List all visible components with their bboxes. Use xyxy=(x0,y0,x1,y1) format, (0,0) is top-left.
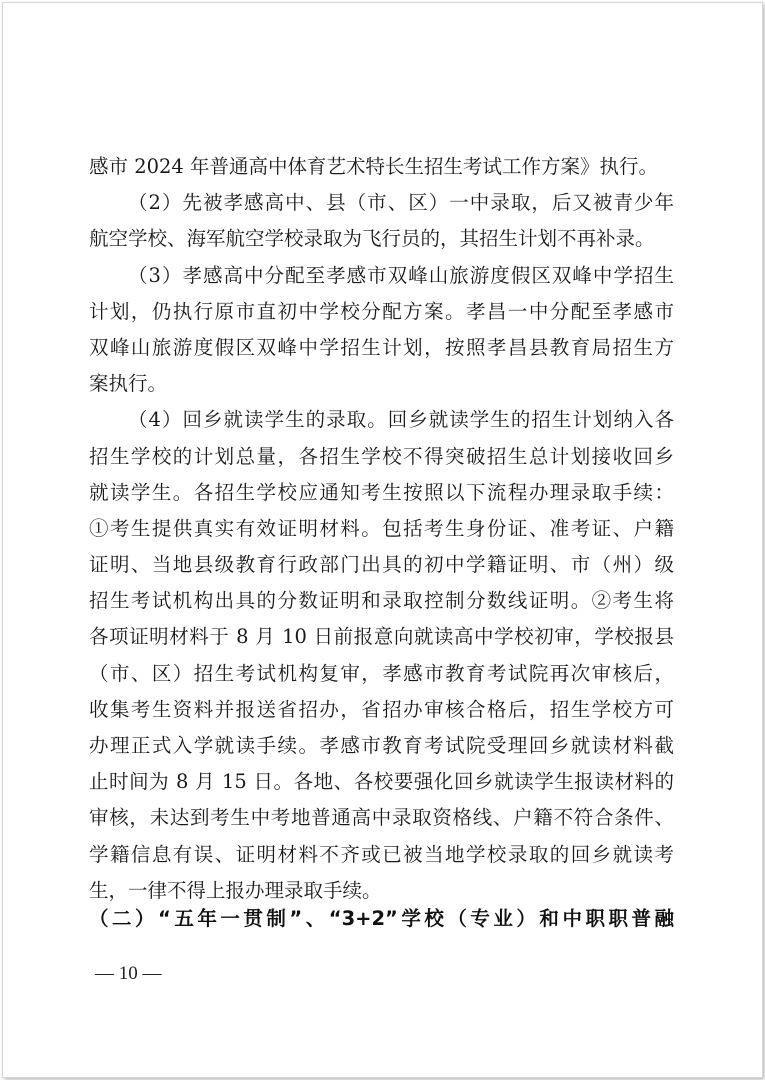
page-number: — 10 — xyxy=(95,963,162,984)
text-line: 计划，仍执行原市直初中学校分配方案。孝昌一中分配至孝感市 xyxy=(89,299,674,323)
text-line: 办理正式入学就读手续。孝感市教育考试院受理回乡就读材料截 xyxy=(89,734,674,757)
text-line: ①考生提供真实有效证明材料。包括考生身份证、准考证、户籍 xyxy=(89,516,674,540)
text-line: 各项证明材料于 8 月 10 日前报意向就读高中学校初审，学校报县 xyxy=(89,625,674,649)
text-line: （4）回乡就读学生的录取。回乡就读学生的招生计划纳入各 xyxy=(128,408,674,432)
text-line: （2）先被孝感高中、县（市、区）一中录取，后又被青少年 xyxy=(128,191,674,215)
body-text xyxy=(89,149,674,909)
text-line: （市、区）招生考试机构复审，孝感市教育考试院再次审核后， xyxy=(89,661,674,685)
text-line: 证明、当地县级教育行政部门出具的初中学籍证明、市（州）级 xyxy=(89,553,674,577)
text-line: 就读学生。各招生学校应通知考生按照以下流程办理录取手续： xyxy=(89,480,674,504)
text-line: 止时间为 8 月 15 日。各地、各校要强化回乡就读学生报读材料的 xyxy=(89,770,674,794)
section-heading: （二）“五年一贯制”、“3+2”学校（专业）和中职职普融 xyxy=(89,907,674,930)
text-line: 招生考试机构出具的分数证明和录取控制分数线证明。②考生将 xyxy=(89,589,674,613)
text-line: 生，一律不得上报办理录取手续。 xyxy=(89,878,382,902)
text-line: 感市 2024 年普通高中体育艺术特长生招生考试工作方案》执行。 xyxy=(89,155,659,178)
text-line: 学籍信息有误、证明材料不齐或已被当地学校录取的回乡就读考 xyxy=(89,842,674,866)
document-page xyxy=(2,2,763,1078)
text-line: 航空学校、海军航空学校录取为飞行员的，其招生计划不再补录。 xyxy=(89,227,655,251)
text-line: 审核，未达到考生中考地普通高中录取资格线、户籍不符合条件、 xyxy=(89,806,674,830)
text-line: 招生学校的计划总量，各招生学校不得突破招生总计划接收回乡 xyxy=(89,444,674,468)
text-line: 收集考生资料并报送省招办，省招办审核合格后，招生学校方可 xyxy=(89,697,674,721)
text-line: （3）孝感高中分配至孝感市双峰山旅游度假区双峰中学招生 xyxy=(128,263,674,287)
text-line: 双峰山旅游度假区双峰中学招生计划，按照孝昌县教育局招生方 xyxy=(89,335,674,359)
text-line: 案执行。 xyxy=(89,372,168,396)
